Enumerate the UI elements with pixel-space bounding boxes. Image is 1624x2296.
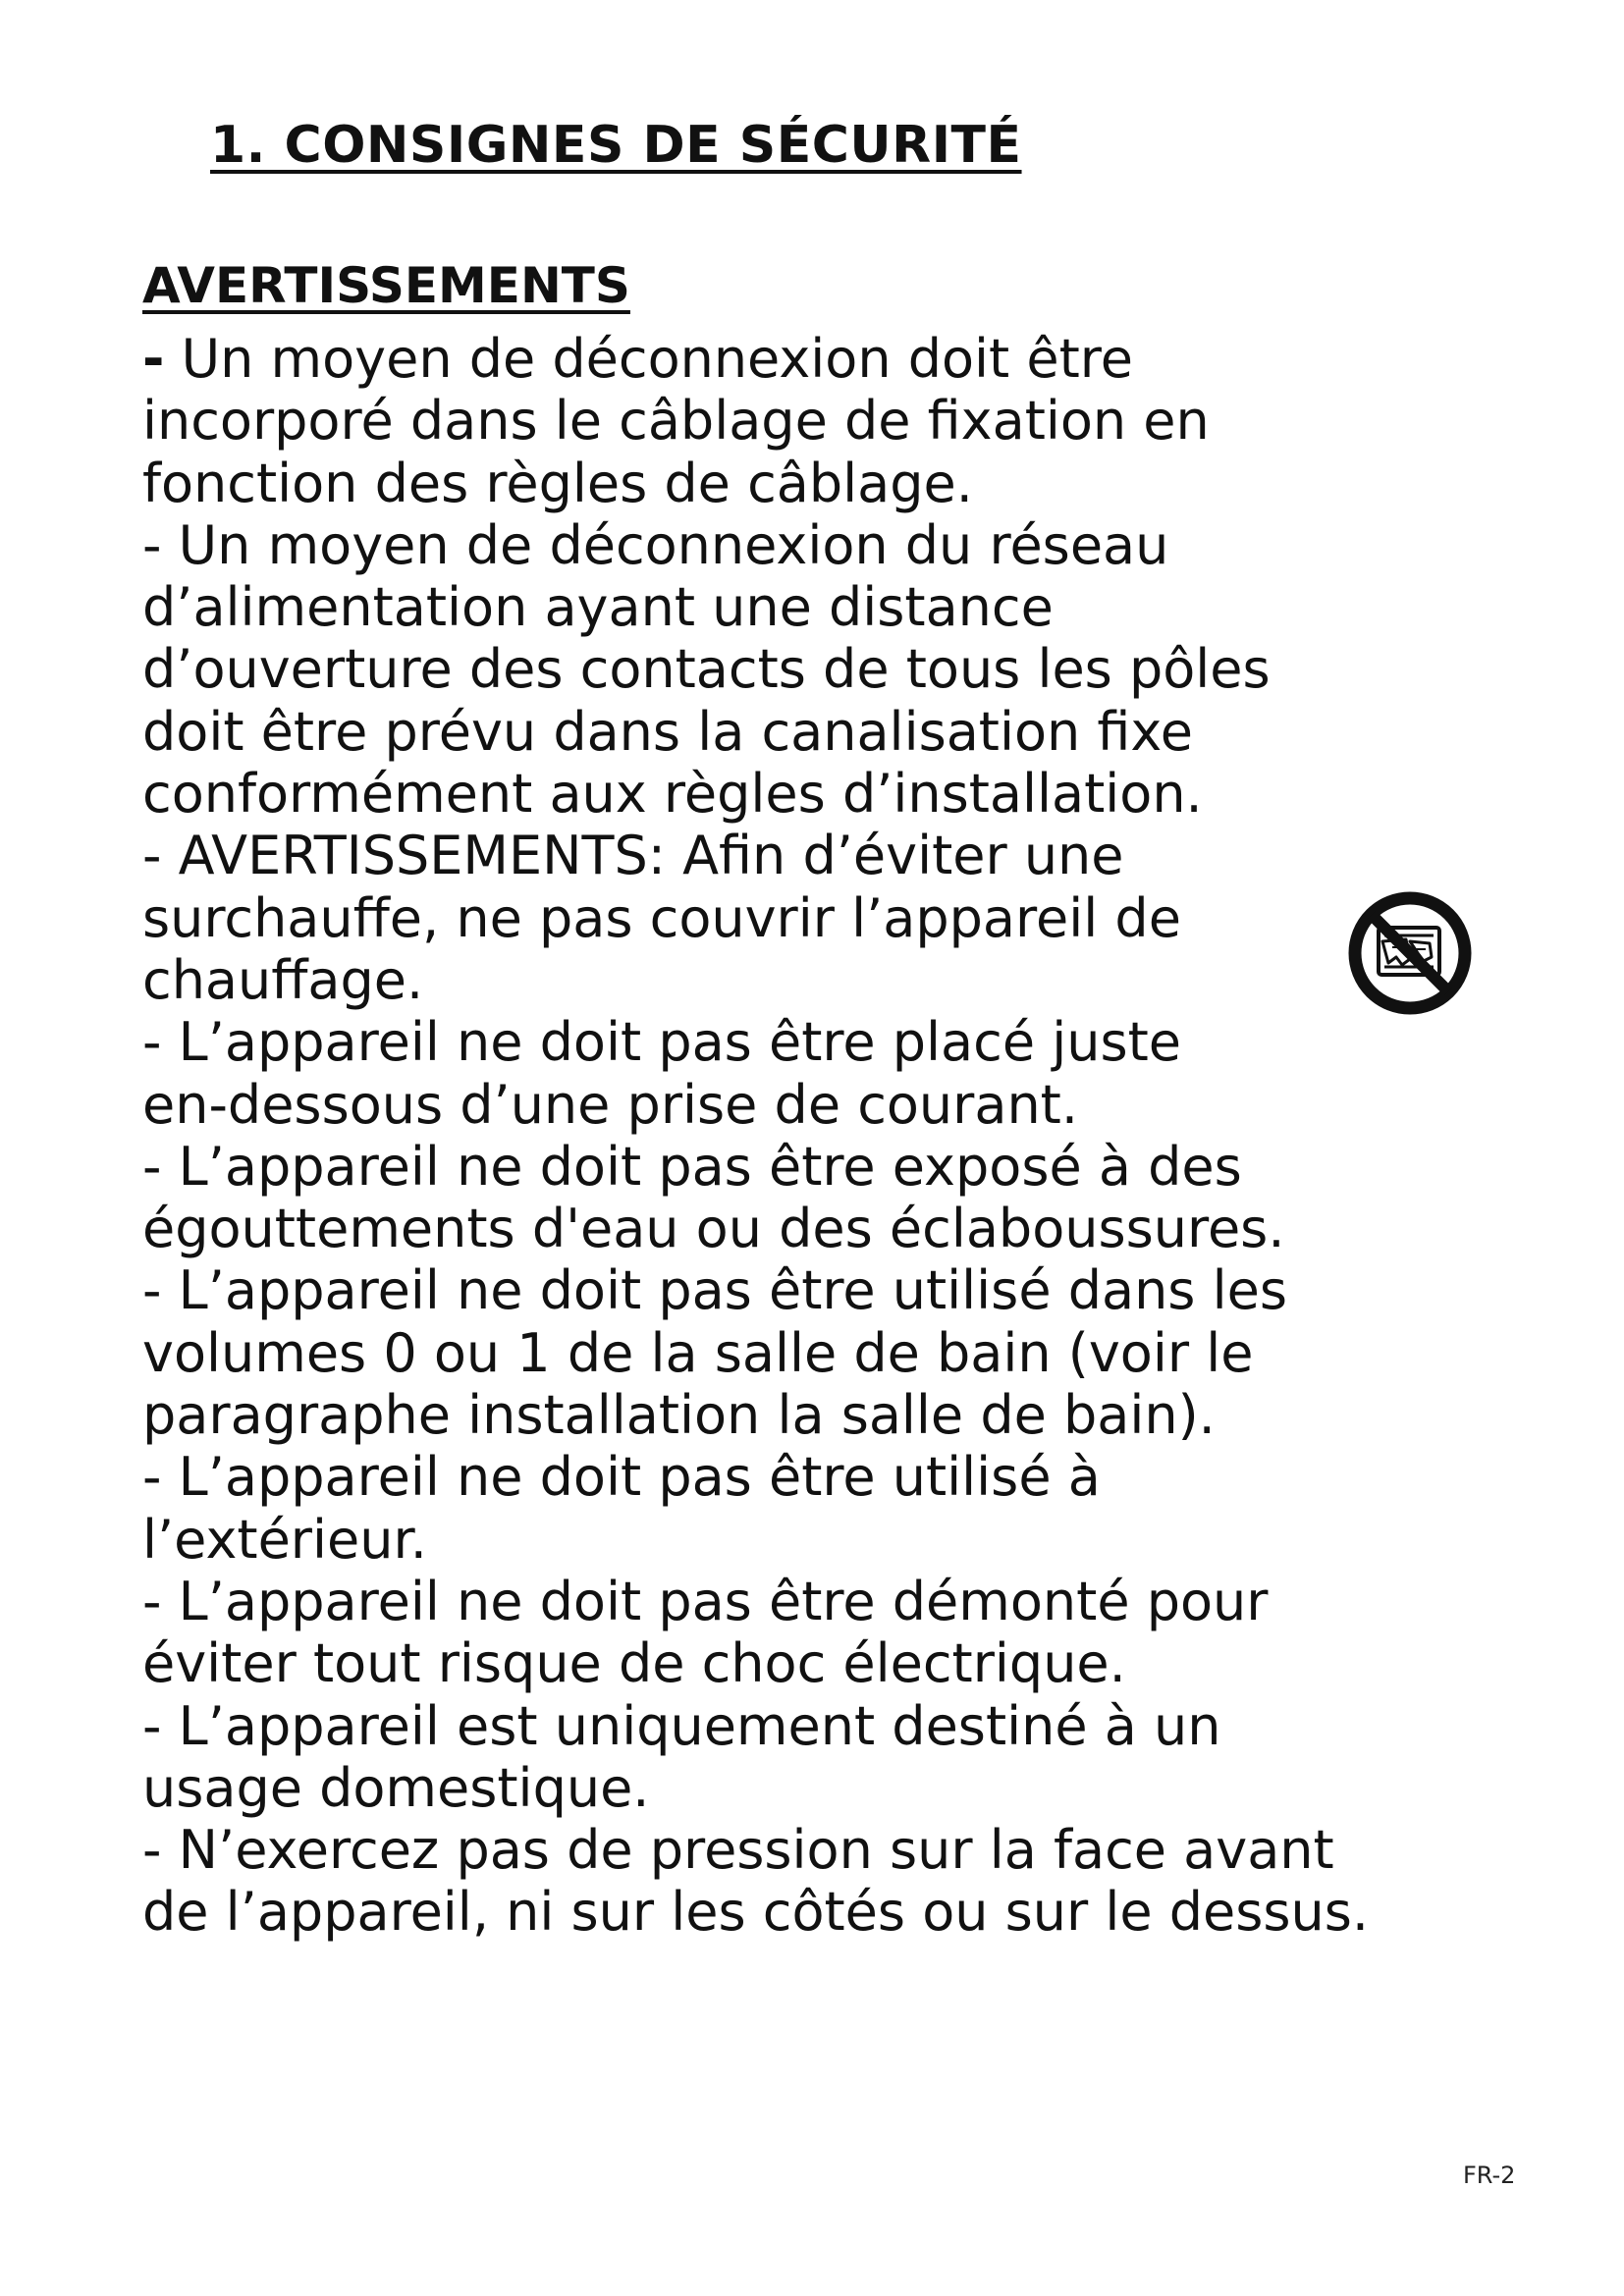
warning-line: surchauffe, ne pas couvrir l’appareil de <box>142 886 1181 949</box>
warning-line: d’alimentation ayant une distance <box>142 576 1054 639</box>
warning-dash: - <box>142 328 165 390</box>
warning-line: - L’appareil ne doit pas être exposé à des <box>142 1135 1242 1198</box>
warning-line: de l’appareil, ni sur les côtés ou sur le dessus. <box>142 1881 1370 1944</box>
warnings-text <box>142 328 1517 1944</box>
warning-line: éviter tout risque de choc électrique. <box>142 1632 1126 1695</box>
section-heading-warnings: AVERTISSEMENTS <box>142 257 630 314</box>
warning-line: - Un moyen de déconnexion du réseau <box>142 513 1169 576</box>
warning-line: incorporé dans le câblage de fixation en <box>142 390 1210 453</box>
page-title: 1. CONSIGNES DE SÉCURITÉ <box>210 116 1022 175</box>
warning-line: égouttements d'eau ou des éclaboussures. <box>142 1198 1285 1260</box>
warning-line <box>142 328 1517 390</box>
warning-line: - AVERTISSEMENTS: Afin d’éviter une <box>142 825 1124 887</box>
warning-line: - L’appareil ne doit pas être utilisé à <box>142 1446 1101 1509</box>
warning-line: usage domestique. <box>142 1756 650 1819</box>
warning-line: doit être prévu dans la canalisation fixe <box>142 700 1193 763</box>
warning-line: conformément aux règles d’installation. <box>142 763 1203 826</box>
warning-line: l’extérieur. <box>142 1508 427 1571</box>
warning-line: paragraphe installation la salle de bain). <box>142 1384 1216 1447</box>
warning-line: d’ouverture des contacts de tous les pôles <box>142 638 1271 701</box>
warning-line: volumes 0 ou 1 de la salle de bain (voir le <box>142 1321 1254 1384</box>
warning-line: en-dessous d’une prise de courant. <box>142 1073 1079 1136</box>
warning-line: - N’exercez pas de pression sur la face avant <box>142 1819 1334 1882</box>
warning-line: - L’appareil ne doit pas être démonté pour <box>142 1570 1269 1632</box>
warning-line: fonction des règles de câblage. <box>142 452 973 514</box>
warning-line: - L’appareil ne doit pas être utilisé dans les <box>142 1259 1287 1322</box>
warning-line: - L’appareil ne doit pas être placé juste <box>142 1011 1181 1074</box>
warning-line: chauffage. <box>142 948 424 1011</box>
page-number: FR-2 <box>1463 2162 1516 2189</box>
do-not-cover-icon <box>1345 888 1475 1018</box>
warning-line-text: Un moyen de déconnexion doit être <box>164 328 1134 390</box>
warning-line: - L’appareil est uniquement destiné à un <box>142 1694 1221 1757</box>
